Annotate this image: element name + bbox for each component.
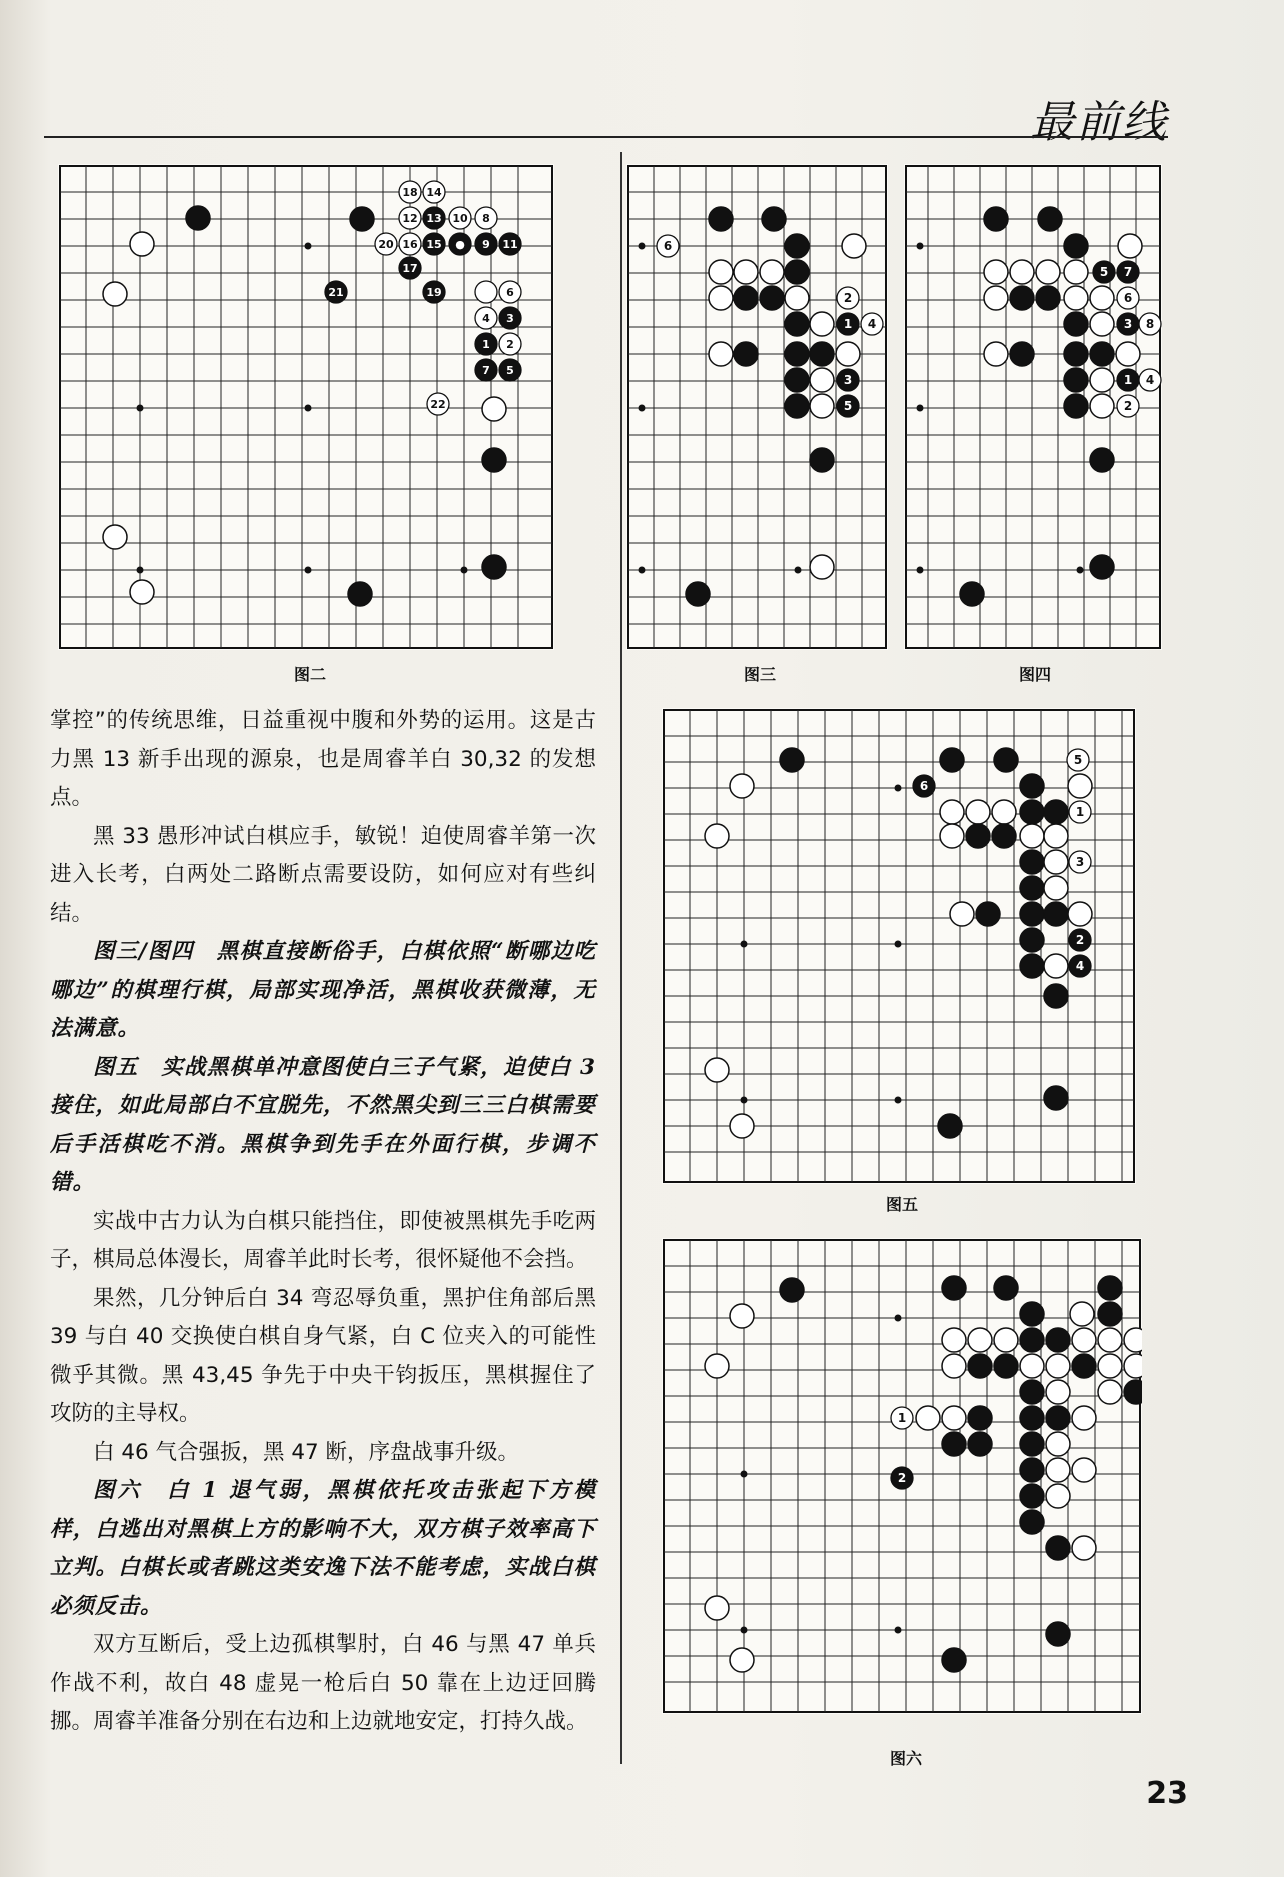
svg-text:3: 3 <box>1123 317 1133 331</box>
paragraph: 双方互断后，受上边孤棋掣肘，白 46 与黑 47 单兵作战不利，故白 48 虚晃一枪后白 50 靠在上边迂回腾挪。周睿羊准备分别在右边和上边就地安定，打持久战。 <box>50 1632 596 1734</box>
figure-caption-2: 图二 <box>293 665 326 684</box>
svg-text:14: 14 <box>426 186 442 199</box>
paragraph: 掌控”的传统思维，日益重视中腹和外势的运用。这是古力黑 13 新手出现的源泉，也是周睿羊白 30,32 的发想点。 <box>50 708 596 810</box>
svg-text:4: 4 <box>1075 959 1085 973</box>
figure-note-paragraph: 图六 白 1 退气弱，黑棋依托攻击张起下方模样，白逃出对黑棋上方的影响不大，双方棋子效率高下立判。白棋长或者跳这类安逸下法不能考虑，实战白棋必须反击。 <box>50 1478 596 1619</box>
svg-text:2: 2 <box>843 291 853 305</box>
svg-text:5: 5 <box>1099 265 1109 279</box>
svg-text:15: 15 <box>426 238 442 251</box>
go-board-fig2 <box>58 164 554 650</box>
figure-note-paragraph: 图三/图四 黑棋直接断俗手，白棋依照“断哪边吃哪边”的棋理行棋，局部实现净活，黑棋收获微薄，无法满意。 <box>50 939 596 1041</box>
svg-text:8: 8 <box>482 212 490 225</box>
svg-text:7: 7 <box>482 364 490 377</box>
svg-text:5: 5 <box>843 399 853 413</box>
svg-text:3: 3 <box>506 312 514 325</box>
page-number: 23 <box>1146 1776 1188 1811</box>
header-rule <box>44 136 1168 138</box>
go-board-fig3 <box>626 164 888 650</box>
svg-text:6: 6 <box>1123 291 1133 305</box>
svg-text:17: 17 <box>402 262 418 275</box>
svg-text:1: 1 <box>1123 373 1133 387</box>
svg-text:13: 13 <box>426 212 442 225</box>
paragraph: 实战中古力认为白棋只能挡住，即使被黑棋先手吃两子，棋局总体漫长，周睿羊此时长考，很怀疑他不会挡。 <box>50 1208 596 1272</box>
svg-text:9: 9 <box>482 238 490 251</box>
svg-text:1: 1 <box>482 338 490 351</box>
svg-text:21: 21 <box>328 286 344 299</box>
svg-text:1: 1 <box>1075 805 1085 819</box>
svg-text:5: 5 <box>506 364 514 377</box>
svg-text:4: 4 <box>1145 373 1155 387</box>
article-body <box>50 702 596 1742</box>
paragraph: 黑 33 愚形冲试白棋应手，敏锐！迫使周睿羊第一次进入长考，白两处二路断点需要设防，如何应对有些纠结。 <box>50 823 596 926</box>
figure-caption-4: 图四 <box>1018 665 1051 684</box>
svg-text:1: 1 <box>897 1411 907 1425</box>
svg-text:5: 5 <box>1073 753 1083 767</box>
go-board-fig5 <box>662 708 1136 1184</box>
svg-text:6: 6 <box>919 779 929 793</box>
svg-text:3: 3 <box>1075 855 1085 869</box>
svg-text:18: 18 <box>402 186 418 199</box>
svg-text:10: 10 <box>452 212 468 225</box>
svg-text:20: 20 <box>378 238 394 251</box>
section-title: 最前线 <box>1030 97 1168 148</box>
paragraph: 白 46 气合强扳，黑 47 断，序盘战事升级。 <box>93 1439 520 1465</box>
svg-text:16: 16 <box>402 238 418 251</box>
svg-text:4: 4 <box>482 312 490 325</box>
svg-text:3: 3 <box>843 373 853 387</box>
svg-text:2: 2 <box>1123 399 1133 413</box>
svg-text:2: 2 <box>506 338 514 351</box>
svg-text:1: 1 <box>843 317 853 331</box>
figure-caption-3: 图三 <box>743 665 776 684</box>
svg-text:6: 6 <box>663 239 673 253</box>
svg-text:8: 8 <box>1145 317 1155 331</box>
go-board-fig4 <box>904 164 1162 650</box>
svg-text:7: 7 <box>1123 265 1133 279</box>
svg-text:6: 6 <box>506 286 514 299</box>
svg-text:19: 19 <box>426 286 442 299</box>
svg-text:●: ● <box>455 238 465 251</box>
svg-text:4: 4 <box>867 317 877 331</box>
svg-text:22: 22 <box>430 398 446 411</box>
column-divider <box>620 152 622 1764</box>
svg-text:2: 2 <box>897 1471 907 1485</box>
paragraph: 果然，几分钟后白 34 弯忍辱负重，黑护住角部后黑 39 与白 40 交换使白棋自身气紧，白 C 位夹入的可能性微乎其微。黑 43,45 争先于中央干钧扳压，黑棋握住了攻防的主导权。 <box>50 1285 596 1426</box>
go-board-fig6 <box>662 1238 1142 1714</box>
figure-caption-6: 图六 <box>889 1749 922 1768</box>
figure-note-paragraph: 图五 实战黑棋单冲意图使白三子气紧，迫使白 3 接住，如此局部白不宜脱先，不然黑尖到三三白棋需要后手活棋吃不消。黑棋争到先手在外面行棋，步调不错。 <box>50 1054 596 1195</box>
svg-text:12: 12 <box>402 212 418 225</box>
svg-text:2: 2 <box>1075 933 1085 947</box>
figure-caption-5: 图五 <box>885 1195 918 1214</box>
svg-text:11: 11 <box>502 238 518 251</box>
